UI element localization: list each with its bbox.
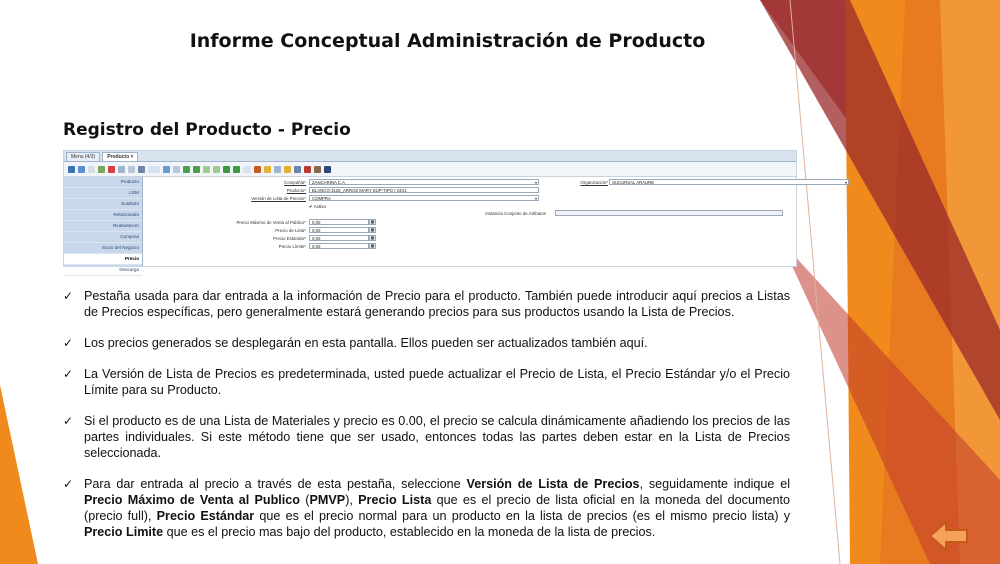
pricelist-label: Versión de Lista de Precios* (251, 196, 306, 201)
list-price-field[interactable] (309, 227, 369, 233)
app-toolbar (64, 162, 796, 177)
org-value: SUCURSAL ARAURE (612, 180, 655, 185)
close-window-icon[interactable] (324, 166, 331, 173)
previous-icon[interactable] (193, 166, 200, 173)
tab-sidebar (64, 177, 143, 272)
lock-icon[interactable] (284, 166, 291, 173)
pmvp-label: Precio Máximo de Venta al Público* (236, 220, 306, 225)
tab-close-icon[interactable]: × (130, 154, 134, 160)
tab-producto[interactable] (102, 152, 138, 161)
calculator-icon[interactable]: ▦ (370, 227, 375, 232)
sidebar-item-reabastecer[interactable]: Reabastecer (64, 221, 142, 232)
bullet-text-part: , seguidamente indique el (639, 477, 790, 491)
sidebar-item-precio[interactable]: Precio (64, 254, 142, 265)
help-icon[interactable] (78, 166, 85, 173)
company-value: ZANCARINA C.A (312, 180, 345, 185)
next-icon[interactable] (203, 166, 210, 173)
check-icon: ✓ (63, 336, 74, 350)
bullet-bold-part: PMVP (309, 493, 346, 507)
chevron-down-icon: ▾ (844, 180, 847, 185)
bullet-bold-part: Precio Estándar (156, 509, 255, 523)
check-icon: ✓ (63, 289, 74, 303)
spacer-icon (148, 166, 160, 173)
limit-price-label: Precio Límite* (278, 244, 306, 249)
attachment-icon[interactable] (254, 166, 261, 173)
check-icon: ✓ (63, 414, 74, 428)
new-icon[interactable] (88, 166, 95, 173)
std-price-field[interactable] (309, 235, 369, 241)
bullet-bold-part: Precio Máximo de Venta al Publico (84, 493, 301, 507)
active-checkbox[interactable] (309, 204, 326, 210)
bullet-bold-part: Precio Limite (84, 525, 164, 539)
section-title: Registro del Producto - Precio (63, 120, 351, 140)
chevron-down-icon: ▾ (534, 180, 537, 185)
sidebar-item-compras[interactable]: Compras (64, 232, 142, 243)
bullet-text-part: que es el precio de lista oficial en la moneda del documento (precio full), (84, 493, 790, 523)
calculator-icon[interactable]: ▦ (370, 235, 375, 240)
list-item (63, 476, 790, 540)
org-label: Organización* (580, 180, 608, 185)
last-icon[interactable] (213, 166, 220, 173)
bullet-text-part: que es el precio normal para un producto en la lista de precios (es el mismo precio lista) y (254, 509, 790, 523)
refresh-icon[interactable] (128, 166, 135, 173)
history-records-icon[interactable] (274, 166, 281, 173)
calculator-icon[interactable]: ▦ (370, 243, 375, 248)
bullet-text: Pestaña usada para dar entrada a la información de Precio para el producto. También puede introducir aquí precios a Listas de Precios específicas, pero generalmente estará generando precios para sus productos usando la Lista de Precios. (84, 289, 790, 319)
bullet-list (63, 288, 790, 555)
list-price-label: Precio de Lista* (275, 228, 306, 233)
limit-price-field[interactable] (309, 243, 369, 249)
chevron-down-icon: ▾ (534, 196, 537, 201)
bullet-text (84, 477, 790, 539)
attr-field[interactable] (555, 210, 783, 216)
slide-title: Informe Conceptual Administración de Producto (189, 30, 706, 52)
bullet-text: Los precios generados se desplegarán en esta pantalla. Ellos pueden ser actualizados también aquí. (84, 336, 648, 350)
app-screenshot (63, 150, 847, 272)
first-icon[interactable] (183, 166, 190, 173)
sidebar-item-relacionado[interactable]: Relacionado (64, 210, 142, 221)
sidebar-item-producto[interactable]: Producto (64, 177, 142, 188)
limit-price-value: 0,00 (312, 244, 321, 249)
bullet-text-part: que es el precio mas bajo del producto, establecido en la moneda de la lista de precios. (163, 525, 656, 539)
check-icon: ✔ (309, 204, 313, 209)
product-value: BLANCO-3126_ARROZ MARY SUP-TIPO I 24X1 (312, 188, 407, 193)
detail-icon[interactable] (233, 166, 240, 173)
tab-producto-label: Producto (107, 154, 130, 160)
list-price-value: 0,00 (312, 228, 321, 233)
calculator-icon[interactable]: ▦ (370, 219, 375, 224)
pricelist-value: COMPRA (312, 196, 331, 201)
org-field[interactable] (609, 179, 849, 185)
list-item (63, 413, 790, 461)
sidebar-item-sustituto[interactable]: Sustituto (64, 199, 142, 210)
check-icon: ✓ (63, 477, 74, 491)
delete-icon[interactable] (108, 166, 115, 173)
sidebar-item-socio[interactable]: Socio del Negocio (64, 243, 142, 254)
bullet-text-part: ), (345, 493, 359, 507)
product-field[interactable] (309, 187, 539, 193)
std-price-label: Precio Estándar* (273, 236, 306, 241)
bullet-text: La Versión de Lista de Precios es predeterminada, usted puede actualizar el Precio de Lista, el Precio Estándar y/o el Precio Límite para su Producto. (84, 367, 790, 397)
attr-label: Instancia Conjunto de Atributos (485, 211, 546, 216)
bullet-text-part: ( (300, 493, 310, 507)
check-icon: ✓ (63, 367, 74, 381)
copy-icon[interactable] (98, 166, 105, 173)
list-item (63, 288, 790, 320)
std-price-value: 0,00 (312, 236, 321, 241)
bullet-text-part: Para dar entrada al precio a través de esta pestaña, seleccione (84, 477, 467, 491)
find-icon[interactable] (138, 166, 145, 173)
save-icon[interactable] (118, 166, 125, 173)
zoom-icon[interactable] (294, 166, 301, 173)
sidebar-item-descarga[interactable]: Descarga (64, 265, 142, 276)
app-tabbar (64, 151, 796, 162)
back-arrow-icon[interactable] (928, 519, 970, 553)
active-label: Activo (313, 204, 327, 209)
app-body (64, 177, 847, 272)
sidebar-item-ldm[interactable]: LDM (64, 188, 142, 199)
undo-icon[interactable] (68, 166, 75, 173)
report-icon[interactable] (304, 166, 311, 173)
bullet-text: Si el producto es de una Lista de Materiales y precio es 0.00, el precio se calcula dinámicamente añadiendo los precios de las partes individuales. Si este método tiene que ser usado, entonces todas las partes deben estar en la Lista de Precios seleccionada. (84, 414, 790, 460)
history-icon[interactable] (173, 166, 180, 173)
left-orange-shape (0, 385, 38, 564)
pricelist-field[interactable] (309, 195, 539, 201)
pmvp-field[interactable] (309, 219, 369, 225)
company-label: Compañía* (284, 180, 306, 185)
grid-icon[interactable] (163, 166, 170, 173)
spacer2-icon (243, 166, 251, 173)
pmvp-value: 0,00 (312, 220, 321, 225)
tab-menu[interactable]: Menu (4/3) (66, 152, 100, 161)
parent-icon[interactable] (223, 166, 230, 173)
print-icon[interactable] (314, 166, 321, 173)
bullet-bold-part: Precio Lista (358, 493, 432, 507)
chat-icon[interactable] (264, 166, 271, 173)
product-label: Producto* (286, 188, 306, 193)
list-item (63, 366, 790, 398)
list-item (63, 335, 790, 351)
price-form (143, 177, 847, 267)
bullet-bold-part: Versión de Lista de Precios (466, 477, 640, 491)
